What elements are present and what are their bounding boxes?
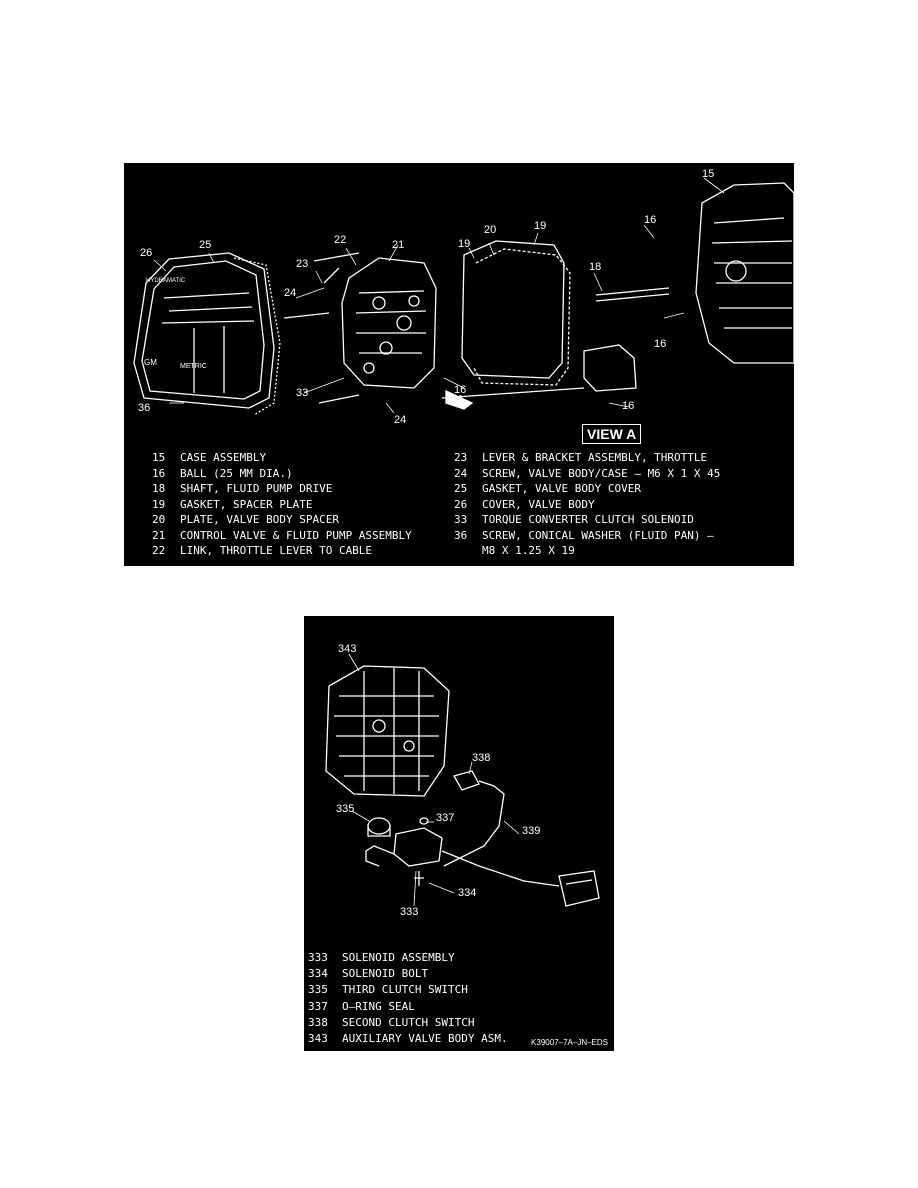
legend-row: 36 SCREW, CONICAL WASHER (FLUID PAN) – [454, 528, 714, 542]
callout-16c: 16 [454, 384, 467, 396]
callout-21: 21 [392, 239, 405, 251]
callout-24: 24 [284, 287, 297, 299]
third-clutch-switch-drawing [368, 818, 390, 836]
callout-338: 338 [472, 752, 491, 764]
legend [308, 949, 508, 1047]
callout-333: 333 [400, 906, 419, 918]
callout-16: 16 [644, 214, 657, 226]
legend-row: 335 THIRD CLUTCH SWITCH [308, 983, 468, 997]
metric-badge: METRIC [180, 363, 207, 370]
spacer-plate-drawing [462, 241, 570, 385]
valve-body-cover-drawing [134, 253, 274, 408]
callout-36: 36 [138, 402, 151, 414]
callout-24b: 24 [394, 414, 407, 426]
legend-row: 338 SECOND CLUTCH SWITCH [308, 1015, 475, 1029]
callout-23: 23 [296, 258, 309, 270]
legend-left [152, 450, 412, 559]
legend-row: 334 SOLENOID BOLT [308, 966, 429, 980]
legend-row: 23 LEVER & BRACKET ASSEMBLY, THROTTLE [454, 451, 708, 465]
callout-337: 337 [436, 812, 455, 824]
legend-row: 21 CONTROL VALVE & FLUID PUMP ASSEMBLY [152, 528, 412, 542]
control-valve-drawing [342, 258, 436, 388]
legend-row: 22 LINK, THROTTLE LEVER TO CABLE [152, 544, 373, 558]
gm-badge: GM [144, 358, 157, 367]
view-arrow-letter: A [457, 394, 464, 405]
legend-row: 20 PLATE, VALVE BODY SPACER [152, 513, 339, 527]
callout-19: 19 [534, 220, 547, 232]
callout-19b: 19 [458, 238, 471, 250]
callout-16d: 16 [622, 400, 635, 412]
transmission-case-drawing [696, 183, 794, 363]
hydramatic-badge: HYDRAMATIC [146, 278, 186, 284]
connector-drawing [559, 871, 599, 906]
callout-339: 339 [522, 825, 541, 837]
legend-row: M8 X 1.25 X 19 [482, 544, 575, 558]
legend-row: 15 CASE ASSEMBLY [152, 451, 267, 465]
legend-row: 24 SCREW, VALVE BODY/CASE – M6 X 1 X 45 [454, 466, 721, 480]
callout-18: 18 [589, 261, 602, 273]
legend-row: 19 GASKET, SPACER PLATE [152, 497, 313, 511]
callout-22: 22 [334, 234, 347, 246]
figure-code: K39007–7A–JN–EDS [531, 1038, 608, 1047]
callout-15: 15 [702, 168, 715, 180]
view-a-label: VIEW A [582, 424, 641, 444]
auxiliary-valve-body-drawing [326, 666, 449, 796]
callout-20: 20 [484, 224, 497, 236]
callout-33: 33 [296, 387, 309, 399]
legend-row: 25 GASKET, VALVE BODY COVER [454, 482, 641, 496]
valve-body-exploded-diagram [124, 163, 794, 566]
auxiliary-valve-body-diagram [304, 616, 614, 1051]
legend-row: 18 SHAFT, FLUID PUMP DRIVE [152, 482, 333, 496]
legend-row: 337 O–RING SEAL [308, 999, 415, 1013]
legend-row: 16 BALL (25 MM DIA.) [152, 466, 293, 480]
o-ring-drawing [420, 818, 428, 824]
callout-16b: 16 [654, 338, 667, 350]
callout-343: 343 [338, 643, 357, 655]
pump-drive-shaft-drawing [596, 288, 669, 301]
legend-row: 343 AUXILIARY VALVE BODY ASM. [308, 1032, 508, 1046]
callout-334: 334 [458, 887, 477, 899]
legend-row: 33 TORQUE CONVERTER CLUTCH SOLENOID [454, 513, 694, 527]
callout-25: 25 [199, 239, 212, 251]
view-a-detail-drawing [584, 345, 636, 391]
callout-335: 335 [336, 803, 355, 815]
callout-26: 26 [140, 247, 153, 259]
legend-row: 26 COVER, VALVE BODY [454, 497, 595, 511]
legend-right [454, 450, 720, 559]
legend-row: 333 SOLENOID ASSEMBLY [308, 950, 455, 964]
